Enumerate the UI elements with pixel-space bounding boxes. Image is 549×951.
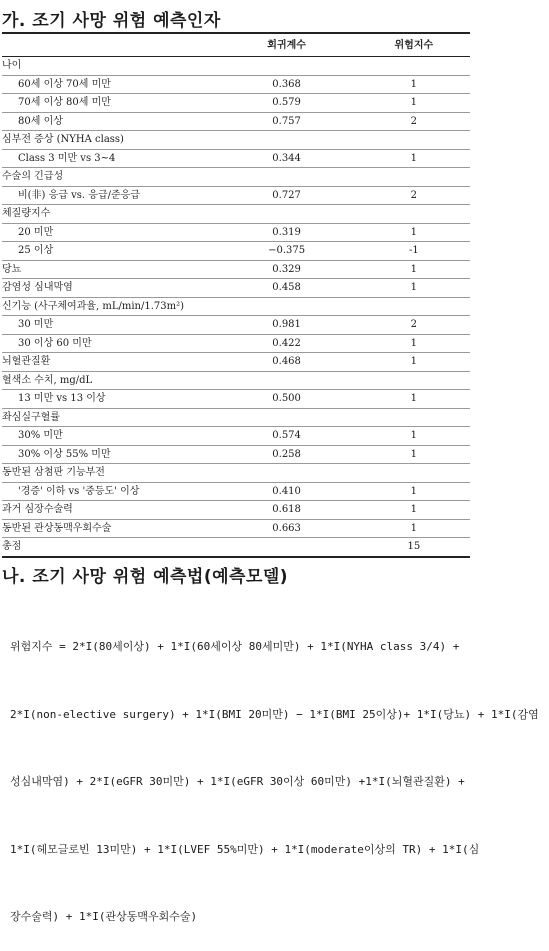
row-label: 뇌혈관질환 [2,353,216,372]
row-coefficient: 0.727 [216,186,358,205]
table-row [2,149,470,168]
table-row [2,260,470,279]
table-row [2,501,470,520]
table-row [2,371,470,390]
row-risk-score: 1 [358,519,470,538]
row-risk-score [358,57,470,76]
row-coefficient [216,464,358,483]
row-label: '경증' 이하 vs '중등도' 이상 [2,482,216,501]
table-row [2,408,470,427]
row-risk-score: 1 [358,501,470,520]
table-row [2,131,470,150]
row-label: 나이 [2,57,216,76]
formula-line: 1*I(헤모글로빈 13미만) + 1*I(LVEF 55%미만) + 1*I(moderate이상의 TR) + 1*I(심 [10,842,480,856]
header-coefficient: 회귀계수 [216,33,358,57]
row-label: 동반된 삼첨판 기능부전 [2,464,216,483]
header-variable [2,33,216,57]
row-risk-score: 2 [358,316,470,335]
row-risk-score: 1 [358,75,470,94]
row-coefficient: −0.375 [216,242,358,261]
row-coefficient [216,538,358,557]
row-label: 혈색소 수치, mg/dL [2,371,216,390]
row-risk-score: 1 [358,445,470,464]
row-label: Class 3 미만 vs 3~4 [2,149,216,168]
row-coefficient [216,371,358,390]
row-coefficient [216,57,358,76]
row-risk-score: 2 [358,186,470,205]
row-coefficient: 0.468 [216,353,358,372]
row-coefficient: 0.344 [216,149,358,168]
row-label: 비(非) 응급 vs. 응급/준응급 [2,186,216,205]
row-coefficient: 0.368 [216,75,358,94]
row-label: 30 미만 [2,316,216,335]
row-label: 13 미만 vs 13 이상 [2,390,216,409]
row-risk-score [358,464,470,483]
row-label: 30% 미만 [2,427,216,446]
row-risk-score: 1 [358,149,470,168]
row-risk-score: 1 [358,279,470,298]
row-risk-score [358,408,470,427]
table-row [2,427,470,446]
section-b-title: 나. 조기 사망 위험 예측법(예측모델) [2,567,289,587]
row-risk-score: 1 [358,482,470,501]
row-coefficient: 0.410 [216,482,358,501]
table-row [2,112,470,131]
row-coefficient: 0.319 [216,223,358,242]
row-coefficient [216,168,358,187]
row-label: 좌심실구혈률 [2,408,216,427]
table-row [2,538,470,557]
risk-formula [10,591,546,951]
row-risk-score: 1 [358,260,470,279]
row-risk-score: 1 [358,223,470,242]
row-coefficient: 0.458 [216,279,358,298]
table-row [2,168,470,187]
row-coefficient [216,205,358,224]
row-risk-score [358,205,470,224]
row-risk-score: 1 [358,390,470,409]
row-coefficient: 0.329 [216,260,358,279]
row-coefficient: 0.574 [216,427,358,446]
row-coefficient [216,131,358,150]
row-label: 당뇨 [2,260,216,279]
row-label: 체질량지수 [2,205,216,224]
row-coefficient: 0.422 [216,334,358,353]
row-label: 심부전 증상 (NYHA class) [2,131,216,150]
row-risk-score [358,371,470,390]
table-row [2,186,470,205]
row-label: 총점 [2,538,216,557]
header-risk-score: 위험지수 [358,33,470,57]
formula-line: 2*I(non-elective surgery) + 1*I(BMI 20미만) − 1*I(BMI 25이상)+ 1*I(당뇨) + 1*I(감염 [10,707,539,721]
section-a-title: 가. 조기 사망 위험 예측인자 [2,11,221,31]
table-body [2,57,470,557]
table-row [2,316,470,335]
row-coefficient: 0.618 [216,501,358,520]
row-coefficient: 0.258 [216,445,358,464]
table-row [2,482,470,501]
formula-line: 장수술력) + 1*I(관상동맥우회수술) [10,910,198,923]
row-risk-score: 2 [358,112,470,131]
table-row [2,205,470,224]
row-risk-score: 15 [358,538,470,557]
row-label: 60세 이상 70세 미만 [2,75,216,94]
row-coefficient: 0.757 [216,112,358,131]
table-row [2,464,470,483]
row-label: 동반된 관상동맥우회수술 [2,519,216,538]
row-label: 30 이상 60 미만 [2,334,216,353]
row-risk-score: -1 [358,242,470,261]
table-row [2,519,470,538]
row-label: 70세 이상 80세 미만 [2,94,216,113]
row-risk-score: 1 [358,94,470,113]
table-header-row [2,33,470,57]
row-coefficient: 0.579 [216,94,358,113]
table-row [2,390,470,409]
row-risk-score: 1 [358,427,470,446]
row-coefficient: 0.981 [216,316,358,335]
table-row [2,75,470,94]
row-label: 과거 심장수술력 [2,501,216,520]
table-row [2,223,470,242]
row-label: 20 미만 [2,223,216,242]
table-row [2,242,470,261]
row-label: 신기능 (사구체여과율, mL/min/1.73m²) [2,297,216,316]
row-risk-score [358,168,470,187]
risk-factor-table [2,32,470,558]
table-row [2,353,470,372]
table-row [2,334,470,353]
table-row [2,94,470,113]
formula-line: 위험지수 = 2*I(80세이상) + 1*I(60세이상 80세미만) + 1*I(NYHA class 3/4) + [10,640,460,653]
row-coefficient: 0.500 [216,390,358,409]
row-coefficient [216,408,358,427]
row-label: 30% 이상 55% 미만 [2,445,216,464]
row-label: 수술의 긴급성 [2,168,216,187]
row-risk-score: 1 [358,353,470,372]
table-row [2,297,470,316]
row-coefficient [216,297,358,316]
table-row [2,57,470,76]
row-risk-score [358,131,470,150]
row-label: 80세 이상 [2,112,216,131]
row-risk-score [358,297,470,316]
row-label: 25 이상 [2,242,216,261]
table-row [2,445,470,464]
formula-line: 성심내막염) + 2*I(eGFR 30미만) + 1*I(eGFR 30이상 60미만) +1*I(뇌혈관질환) + [10,775,465,788]
row-coefficient: 0.663 [216,519,358,538]
row-label: 감염성 심내막염 [2,279,216,298]
table-row [2,279,470,298]
row-risk-score: 1 [358,334,470,353]
